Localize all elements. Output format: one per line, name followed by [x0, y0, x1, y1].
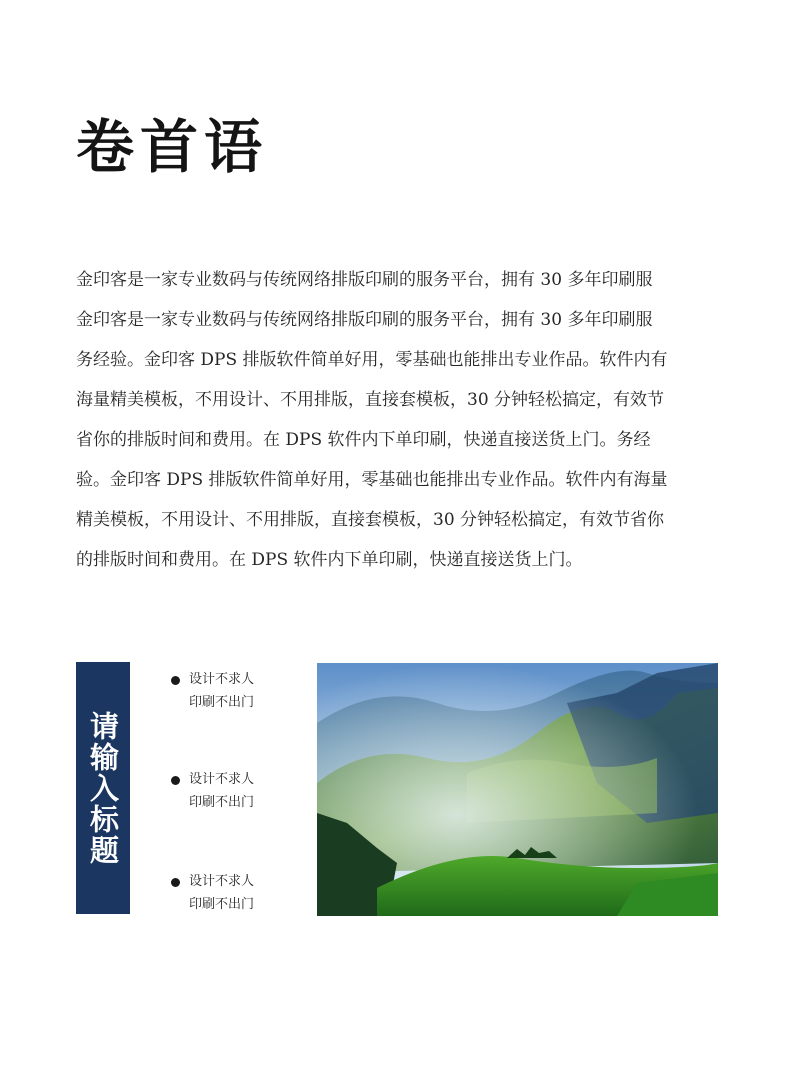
bullet-line: 印刷不出门 — [189, 897, 255, 912]
bullet-dot-icon — [171, 776, 180, 785]
intro-paragraph — [76, 262, 726, 582]
section-title: 请输入标题 — [86, 710, 120, 866]
bullet-line: 印刷不出门 — [189, 695, 255, 710]
paragraph-line: 金印客是一家专业数码与传统网络排版印刷的服务平台，拥有 30 多年印刷服 — [76, 270, 653, 290]
section-title-box — [76, 662, 130, 914]
bullet-line: 印刷不出门 — [189, 795, 255, 810]
bullet-dot-icon — [171, 676, 180, 685]
mountain-landscape-image — [317, 663, 718, 916]
paragraph-line: 的排版时间和费用。在 DPS 软件内下单印刷，快递直接送货上门。 — [76, 550, 583, 570]
page-title: 卷首语 — [76, 113, 269, 181]
landscape-photo — [317, 663, 718, 916]
bullet-line: 设计不求人 — [189, 772, 255, 787]
bullet-line: 设计不求人 — [189, 672, 255, 687]
bullet-line: 设计不求人 — [189, 874, 255, 889]
bullet-list — [168, 662, 298, 918]
paragraph-line: 金印客是一家专业数码与传统网络排版印刷的服务平台，拥有 30 多年印刷服 — [76, 310, 653, 330]
paragraph-line: 精美模板，不用设计、不用排版，直接套模板，30 分钟轻松搞定，有效节省你 — [76, 510, 665, 530]
paragraph-line: 海量精美模板，不用设计、不用排版，直接套模板，30 分钟轻松搞定，有效节 — [76, 390, 665, 410]
paragraph-line: 省你的排版时间和费用。在 DPS 软件内下单印刷，快递直接送货上门。务经 — [76, 430, 651, 450]
paragraph-line: 务经验。金印客 DPS 排版软件简单好用，零基础也能排出专业作品。软件内有 — [76, 350, 668, 370]
paragraph-line: 验。金印客 DPS 排版软件简单好用，零基础也能排出专业作品。软件内有海量 — [76, 470, 668, 490]
bullet-dot-icon — [171, 878, 180, 887]
